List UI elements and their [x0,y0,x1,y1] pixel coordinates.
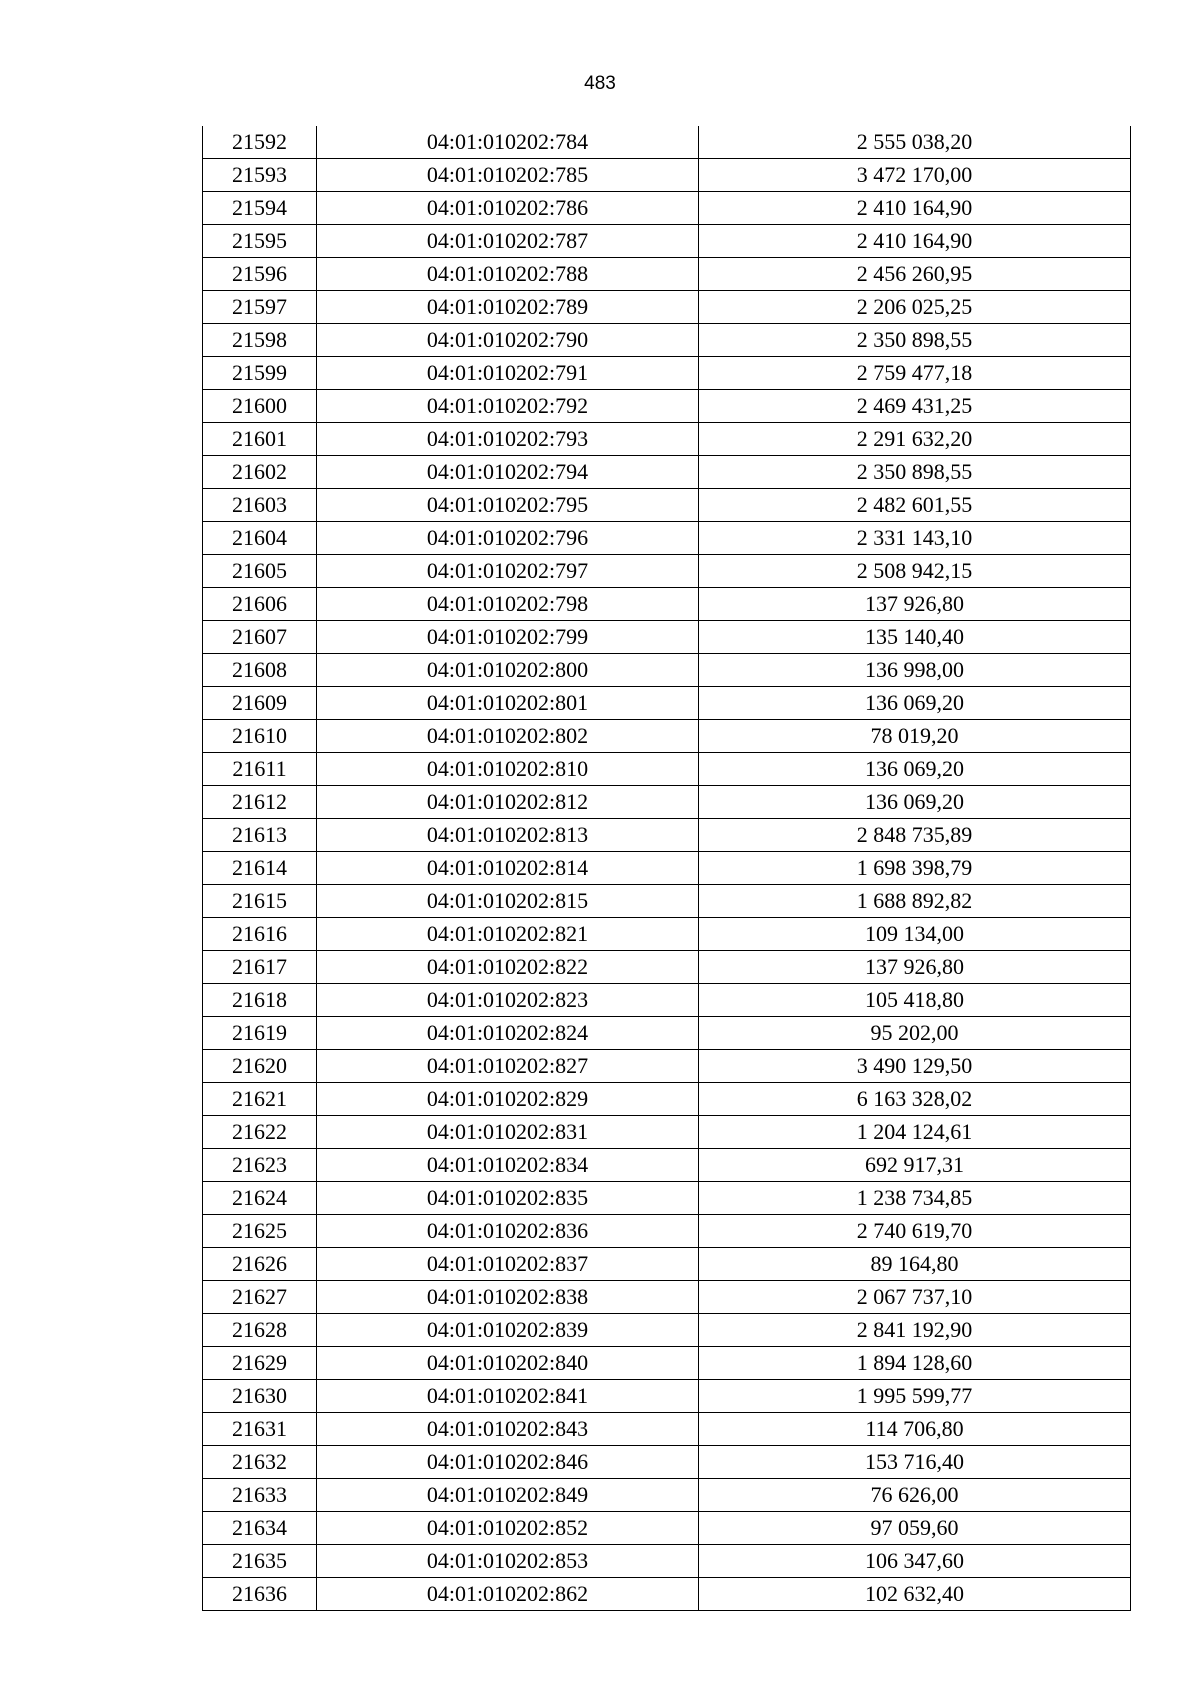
row-number-cell: 21617 [203,951,317,984]
row-number-cell: 21613 [203,819,317,852]
cadastral-value-cell: 114 706,80 [699,1413,1131,1446]
row-number-cell: 21597 [203,291,317,324]
row-number-cell: 21620 [203,1050,317,1083]
cadastral-number-cell: 04:01:010202:796 [317,522,699,555]
cadastral-value-cell: 1 995 599,77 [699,1380,1131,1413]
row-number-cell: 21593 [203,159,317,192]
cadastral-number-cell: 04:01:010202:827 [317,1050,699,1083]
cadastral-value-cell: 105 418,80 [699,984,1131,1017]
cadastral-value-cell: 1 698 398,79 [699,852,1131,885]
table-row [203,588,1131,621]
cadastral-number-cell: 04:01:010202:797 [317,555,699,588]
table-row [203,1413,1131,1446]
row-number-cell: 21609 [203,687,317,720]
row-number-cell: 21602 [203,456,317,489]
cadastral-number-cell: 04:01:010202:852 [317,1512,699,1545]
row-number-cell: 21610 [203,720,317,753]
cadastral-number-cell: 04:01:010202:788 [317,258,699,291]
cadastral-value-cell: 109 134,00 [699,918,1131,951]
table-row [203,786,1131,819]
cadastral-number-cell: 04:01:010202:836 [317,1215,699,1248]
cadastral-number-cell: 04:01:010202:853 [317,1545,699,1578]
cadastral-number-cell: 04:01:010202:799 [317,621,699,654]
row-number-cell: 21608 [203,654,317,687]
table-row [203,1446,1131,1479]
table-row [203,1512,1131,1545]
cadastral-value-cell: 106 347,60 [699,1545,1131,1578]
table-row [203,1050,1131,1083]
cadastral-value-cell: 3 490 129,50 [699,1050,1131,1083]
row-number-cell: 21604 [203,522,317,555]
cadastral-value-cell: 95 202,00 [699,1017,1131,1050]
table-row [203,423,1131,456]
cadastral-value-cell: 137 926,80 [699,951,1131,984]
cadastral-value-cell: 2 206 025,25 [699,291,1131,324]
row-number-cell: 21616 [203,918,317,951]
cadastral-value-cell: 2 841 192,90 [699,1314,1131,1347]
cadastral-value-cell: 89 164,80 [699,1248,1131,1281]
table-row [203,984,1131,1017]
table-row [203,1017,1131,1050]
cadastral-value-cell: 1 204 124,61 [699,1116,1131,1149]
cadastral-value-cell: 136 069,20 [699,687,1131,720]
row-number-cell: 21621 [203,1083,317,1116]
table-row [203,1083,1131,1116]
cadastral-value-cell: 1 238 734,85 [699,1182,1131,1215]
cadastral-value-cell: 2 350 898,55 [699,456,1131,489]
row-number-cell: 21606 [203,588,317,621]
cadastral-number-cell: 04:01:010202:821 [317,918,699,951]
cadastral-value-cell: 2 331 143,10 [699,522,1131,555]
cadastral-number-cell: 04:01:010202:839 [317,1314,699,1347]
cadastral-number-cell: 04:01:010202:791 [317,357,699,390]
table-row [203,1116,1131,1149]
cadastral-number-cell: 04:01:010202:838 [317,1281,699,1314]
table-row [203,885,1131,918]
row-number-cell: 21596 [203,258,317,291]
row-number-cell: 21592 [203,126,317,159]
cadastral-number-cell: 04:01:010202:795 [317,489,699,522]
cadastral-value-cell: 2 456 260,95 [699,258,1131,291]
row-number-cell: 21633 [203,1479,317,1512]
cadastral-value-cell: 3 472 170,00 [699,159,1131,192]
cadastral-number-cell: 04:01:010202:801 [317,687,699,720]
cadastral-number-cell: 04:01:010202:802 [317,720,699,753]
cadastral-number-cell: 04:01:010202:784 [317,126,699,159]
cadastral-number-cell: 04:01:010202:849 [317,1479,699,1512]
row-number-cell: 21636 [203,1578,317,1611]
page-number: 483 [584,73,616,94]
row-number-cell: 21598 [203,324,317,357]
cadastral-number-cell: 04:01:010202:840 [317,1347,699,1380]
table-row [203,522,1131,555]
row-number-cell: 21619 [203,1017,317,1050]
cadastral-number-cell: 04:01:010202:790 [317,324,699,357]
row-number-cell: 21605 [203,555,317,588]
row-number-cell: 21612 [203,786,317,819]
cadastral-value-cell: 78 019,20 [699,720,1131,753]
table-row [203,390,1131,423]
table-row [203,1479,1131,1512]
cadastral-value-cell: 135 140,40 [699,621,1131,654]
row-number-cell: 21630 [203,1380,317,1413]
cadastral-value-cell: 2 410 164,90 [699,225,1131,258]
table-row [203,555,1131,588]
row-number-cell: 21622 [203,1116,317,1149]
cadastral-value-cell: 136 069,20 [699,753,1131,786]
table-row [203,1578,1131,1611]
cadastral-number-cell: 04:01:010202:822 [317,951,699,984]
row-number-cell: 21611 [203,753,317,786]
cadastral-number-cell: 04:01:010202:829 [317,1083,699,1116]
cadastral-value-cell: 2 469 431,25 [699,390,1131,423]
cadastral-number-cell: 04:01:010202:815 [317,885,699,918]
row-number-cell: 21601 [203,423,317,456]
row-number-cell: 21595 [203,225,317,258]
row-number-cell: 21631 [203,1413,317,1446]
table-row [203,192,1131,225]
row-number-cell: 21625 [203,1215,317,1248]
table-row [203,918,1131,951]
cadastral-number-cell: 04:01:010202:800 [317,654,699,687]
cadastral-value-cell: 6 163 328,02 [699,1083,1131,1116]
row-number-cell: 21618 [203,984,317,1017]
row-number-cell: 21594 [203,192,317,225]
cadastral-value-table-container [202,126,1130,1611]
cadastral-number-cell: 04:01:010202:789 [317,291,699,324]
cadastral-number-cell: 04:01:010202:834 [317,1149,699,1182]
cadastral-value-cell: 1 688 892,82 [699,885,1131,918]
table-body [203,126,1131,1611]
row-number-cell: 21627 [203,1281,317,1314]
cadastral-value-cell: 76 626,00 [699,1479,1131,1512]
row-number-cell: 21632 [203,1446,317,1479]
table-row [203,1248,1131,1281]
cadastral-number-cell: 04:01:010202:786 [317,192,699,225]
table-row [203,159,1131,192]
cadastral-value-cell: 2 291 632,20 [699,423,1131,456]
table-row [203,720,1131,753]
cadastral-value-cell: 97 059,60 [699,1512,1131,1545]
table-row [203,951,1131,984]
row-number-cell: 21623 [203,1149,317,1182]
row-number-cell: 21615 [203,885,317,918]
cadastral-number-cell: 04:01:010202:812 [317,786,699,819]
cadastral-value-cell: 2 759 477,18 [699,357,1131,390]
table-row [203,654,1131,687]
row-number-cell: 21626 [203,1248,317,1281]
cadastral-number-cell: 04:01:010202:843 [317,1413,699,1446]
cadastral-value-cell: 2 508 942,15 [699,555,1131,588]
cadastral-value-cell: 2 410 164,90 [699,192,1131,225]
row-number-cell: 21603 [203,489,317,522]
cadastral-number-cell: 04:01:010202:798 [317,588,699,621]
cadastral-number-cell: 04:01:010202:814 [317,852,699,885]
cadastral-value-cell: 2 350 898,55 [699,324,1131,357]
cadastral-number-cell: 04:01:010202:846 [317,1446,699,1479]
cadastral-number-cell: 04:01:010202:841 [317,1380,699,1413]
cadastral-value-cell: 102 632,40 [699,1578,1131,1611]
cadastral-value-cell: 2 740 619,70 [699,1215,1131,1248]
table-row [203,753,1131,786]
row-number-cell: 21599 [203,357,317,390]
cadastral-value-cell: 2 555 038,20 [699,126,1131,159]
cadastral-number-cell: 04:01:010202:792 [317,390,699,423]
cadastral-number-cell: 04:01:010202:785 [317,159,699,192]
cadastral-number-cell: 04:01:010202:831 [317,1116,699,1149]
table-row [203,1347,1131,1380]
table-row [203,1215,1131,1248]
table-row [203,258,1131,291]
cadastral-value-cell: 136 998,00 [699,654,1131,687]
table-row [203,291,1131,324]
table-row [203,621,1131,654]
table-row [203,1149,1131,1182]
cadastral-value-cell: 2 067 737,10 [699,1281,1131,1314]
row-number-cell: 21607 [203,621,317,654]
cadastral-number-cell: 04:01:010202:824 [317,1017,699,1050]
table-row [203,1380,1131,1413]
cadastral-number-cell: 04:01:010202:823 [317,984,699,1017]
table-row [203,1182,1131,1215]
cadastral-number-cell: 04:01:010202:862 [317,1578,699,1611]
table-row [203,1314,1131,1347]
table-row [203,1281,1131,1314]
row-number-cell: 21628 [203,1314,317,1347]
row-number-cell: 21634 [203,1512,317,1545]
cadastral-value-cell: 136 069,20 [699,786,1131,819]
cadastral-number-cell: 04:01:010202:787 [317,225,699,258]
table-row [203,357,1131,390]
cadastral-value-cell: 2 848 735,89 [699,819,1131,852]
table-row [203,687,1131,720]
row-number-cell: 21629 [203,1347,317,1380]
cadastral-value-cell: 2 482 601,55 [699,489,1131,522]
cadastral-number-cell: 04:01:010202:835 [317,1182,699,1215]
table-row [203,456,1131,489]
table-row [203,852,1131,885]
cadastral-value-table [202,126,1131,1611]
cadastral-value-cell: 692 917,31 [699,1149,1131,1182]
cadastral-number-cell: 04:01:010202:793 [317,423,699,456]
cadastral-number-cell: 04:01:010202:837 [317,1248,699,1281]
table-row [203,819,1131,852]
cadastral-value-cell: 1 894 128,60 [699,1347,1131,1380]
cadastral-value-cell: 153 716,40 [699,1446,1131,1479]
table-row [203,489,1131,522]
row-number-cell: 21614 [203,852,317,885]
row-number-cell: 21624 [203,1182,317,1215]
table-row [203,126,1131,159]
row-number-cell: 21600 [203,390,317,423]
cadastral-number-cell: 04:01:010202:810 [317,753,699,786]
table-row [203,1545,1131,1578]
table-row [203,324,1131,357]
cadastral-number-cell: 04:01:010202:813 [317,819,699,852]
cadastral-number-cell: 04:01:010202:794 [317,456,699,489]
table-row [203,225,1131,258]
row-number-cell: 21635 [203,1545,317,1578]
cadastral-value-cell: 137 926,80 [699,588,1131,621]
